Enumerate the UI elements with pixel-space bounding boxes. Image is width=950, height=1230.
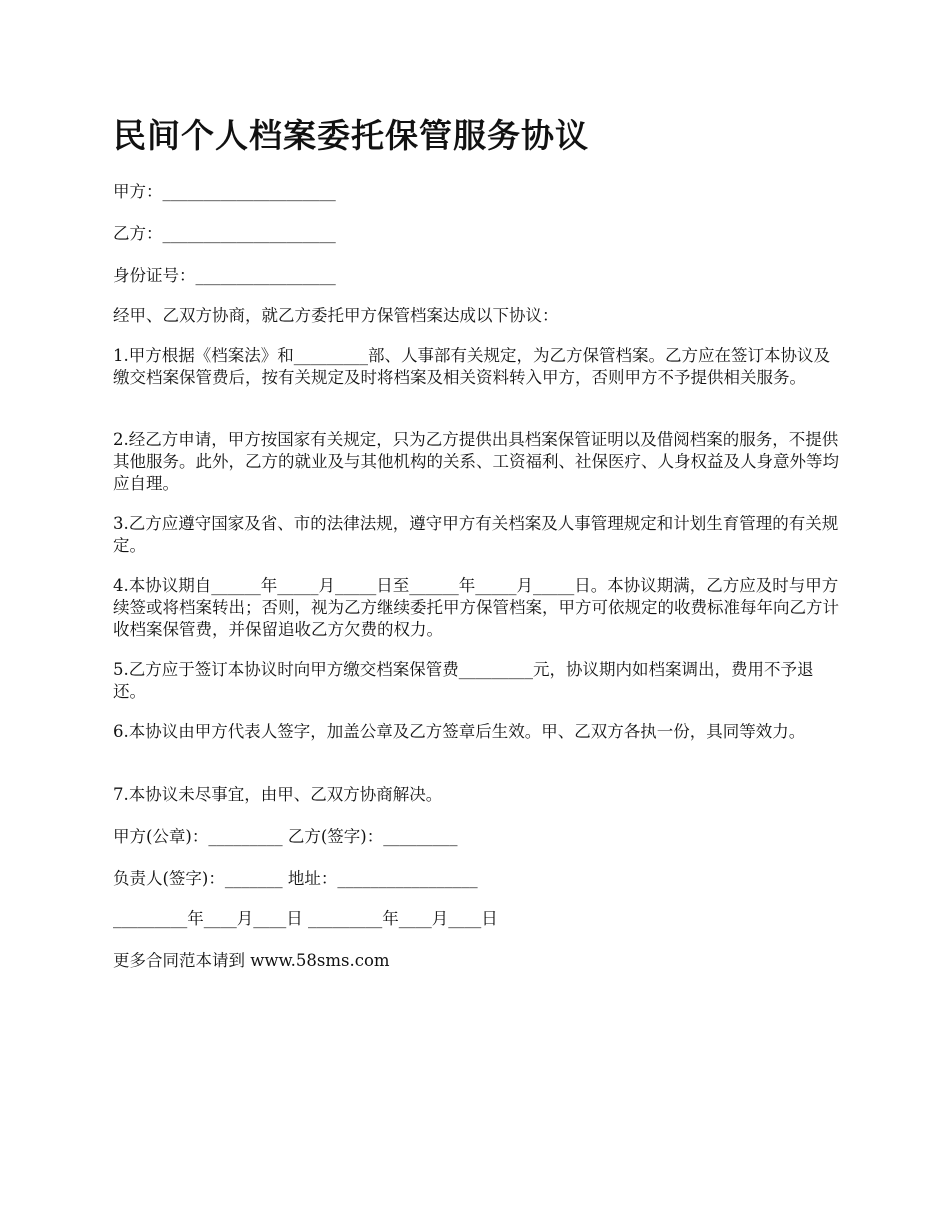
date-line: _________年____月____日 _________年____月____日 [113,909,498,928]
clause-2: 2.经乙方申请，甲方按国家有关规定，只为乙方提供出具档案保管证明以及借阅档案的服务，不提供其他服务。此外，乙方的就业及与其他机构的关系、工资福利、社保医疗、人身权益及人身意外等均应自理。 [113,430,839,493]
clause-7: 7.本协议未尽事宜，由甲、乙双方协商解决。 [113,785,443,804]
party-b-line: 乙方：_____________________ [113,224,336,243]
clause-1: 1.甲方根据《档案法》和_________部、人事部有关规定，为乙方保管档案。乙方应在签订本协议及缴交档案保管费后，按有关规定及时将档案及相关资料转入甲方，否则甲方不予提供相关服务。 [113,346,830,387]
party-a-line: 甲方：_____________________ [113,182,336,201]
intro-paragraph: 经甲、乙双方协商，就乙方委托甲方保管档案达成以下协议： [113,306,559,325]
clause-4: 4.本协议期自______年_____月_____日至______年_____月_____日。本协议期满，乙方应及时与甲方续签或将档案转出；否则，视为乙方继续委托甲方保管档案，甲方可依规定的收费标准每年向乙方计收档案保管费，并保留追收乙方欠费的权力。 [113,576,839,639]
footer-link-text: 更多合同范本请到 www.58sms.com [113,951,390,970]
clause-5: 5.乙方应于签订本协议时向甲方缴交档案保管费_________元，协议期内如档案调出，费用不予退还。 [113,660,814,701]
signature-line-1: 甲方(公章)：_________ 乙方(签字)：_________ [113,827,458,846]
document-title: 民间个人档案委托保管服务协议 [113,116,589,155]
clause-3: 3.乙方应遵守国家及省、市的法律法规，遵守甲方有关档案及人事管理规定和计划生育管理的有关规定。 [113,514,839,555]
signature-line-2: 负责人(签字)：_______ 地址：_________________ [113,869,478,888]
clause-6: 6.本协议由甲方代表人签字，加盖公章及乙方签章后生效。甲、乙双方各执一份，具同等效力。 [113,722,806,741]
id-number-line: 身份证号：_________________ [113,266,336,285]
